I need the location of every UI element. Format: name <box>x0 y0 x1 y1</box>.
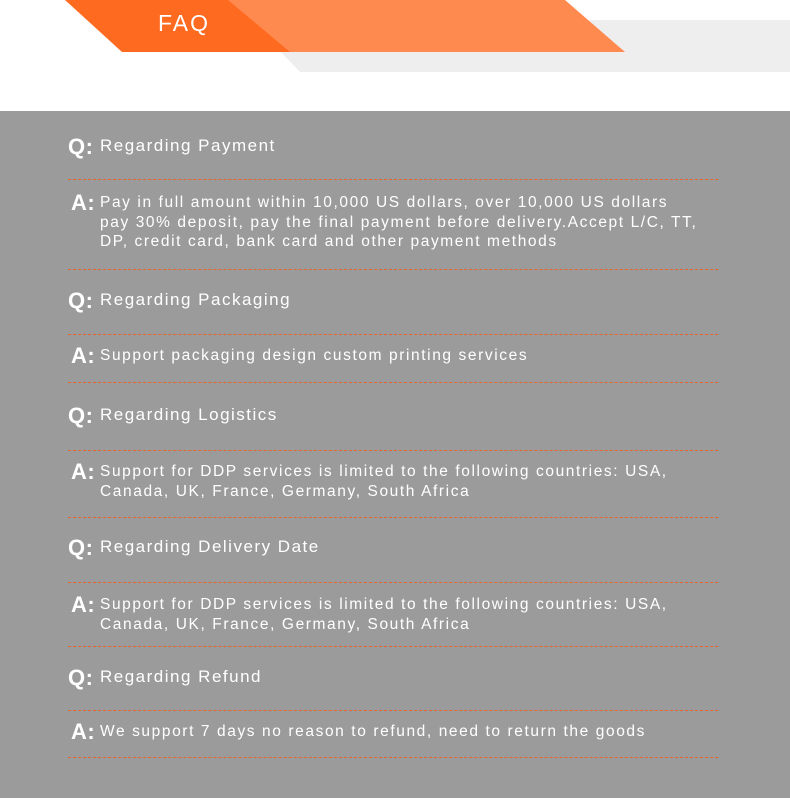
answer-text: We support 7 days no reason to refund, need to return the goods <box>100 723 647 740</box>
question-text: Regarding Delivery Date <box>100 537 320 556</box>
faq-divider <box>68 382 718 383</box>
faq-divider <box>68 582 718 583</box>
answer-marker: A: <box>71 343 96 368</box>
answer-marker: A: <box>71 719 96 744</box>
faq-divider <box>68 269 718 270</box>
question-text: Regarding Packaging <box>100 290 292 309</box>
question-text: Regarding Refund <box>100 667 262 686</box>
answer-text: Support for DDP services is limited to the following countries: USA, Canada, UK, France, Germany, South Africa <box>100 463 668 500</box>
faq-divider <box>68 710 718 711</box>
question-marker: Q: <box>68 535 94 560</box>
answer-marker: A: <box>71 592 96 617</box>
faq-divider <box>68 757 718 758</box>
answer-text: Pay in full amount within 10,000 US dollars, over 10,000 US dollars pay 30% deposit, pay the final payment before delivery.Accept L/C, TT, DP, credit card, bank card and other payment methods <box>100 194 698 250</box>
faq-header <box>0 0 790 111</box>
faq-divider <box>68 179 718 180</box>
question-marker: Q: <box>68 288 94 313</box>
faq-divider <box>68 450 718 451</box>
answer-text: Support for DDP services is limited to the following countries: USA, Canada, UK, France, Germany, South Africa <box>100 596 668 633</box>
question-marker: Q: <box>68 403 94 428</box>
answer-marker: A: <box>71 190 96 215</box>
page-title: FAQ <box>158 10 211 36</box>
question-text: Regarding Logistics <box>100 405 278 424</box>
question-marker: Q: <box>68 665 94 690</box>
faq-divider <box>68 334 718 335</box>
header-banner-shapes <box>0 0 790 111</box>
faq-divider <box>68 646 718 647</box>
faq-divider <box>68 517 718 518</box>
question-marker: Q: <box>68 134 94 159</box>
faq-panel <box>0 111 790 798</box>
question-text: Regarding Payment <box>100 136 276 155</box>
answer-text: Support packaging design custom printing services <box>100 347 529 364</box>
answer-marker: A: <box>71 459 96 484</box>
